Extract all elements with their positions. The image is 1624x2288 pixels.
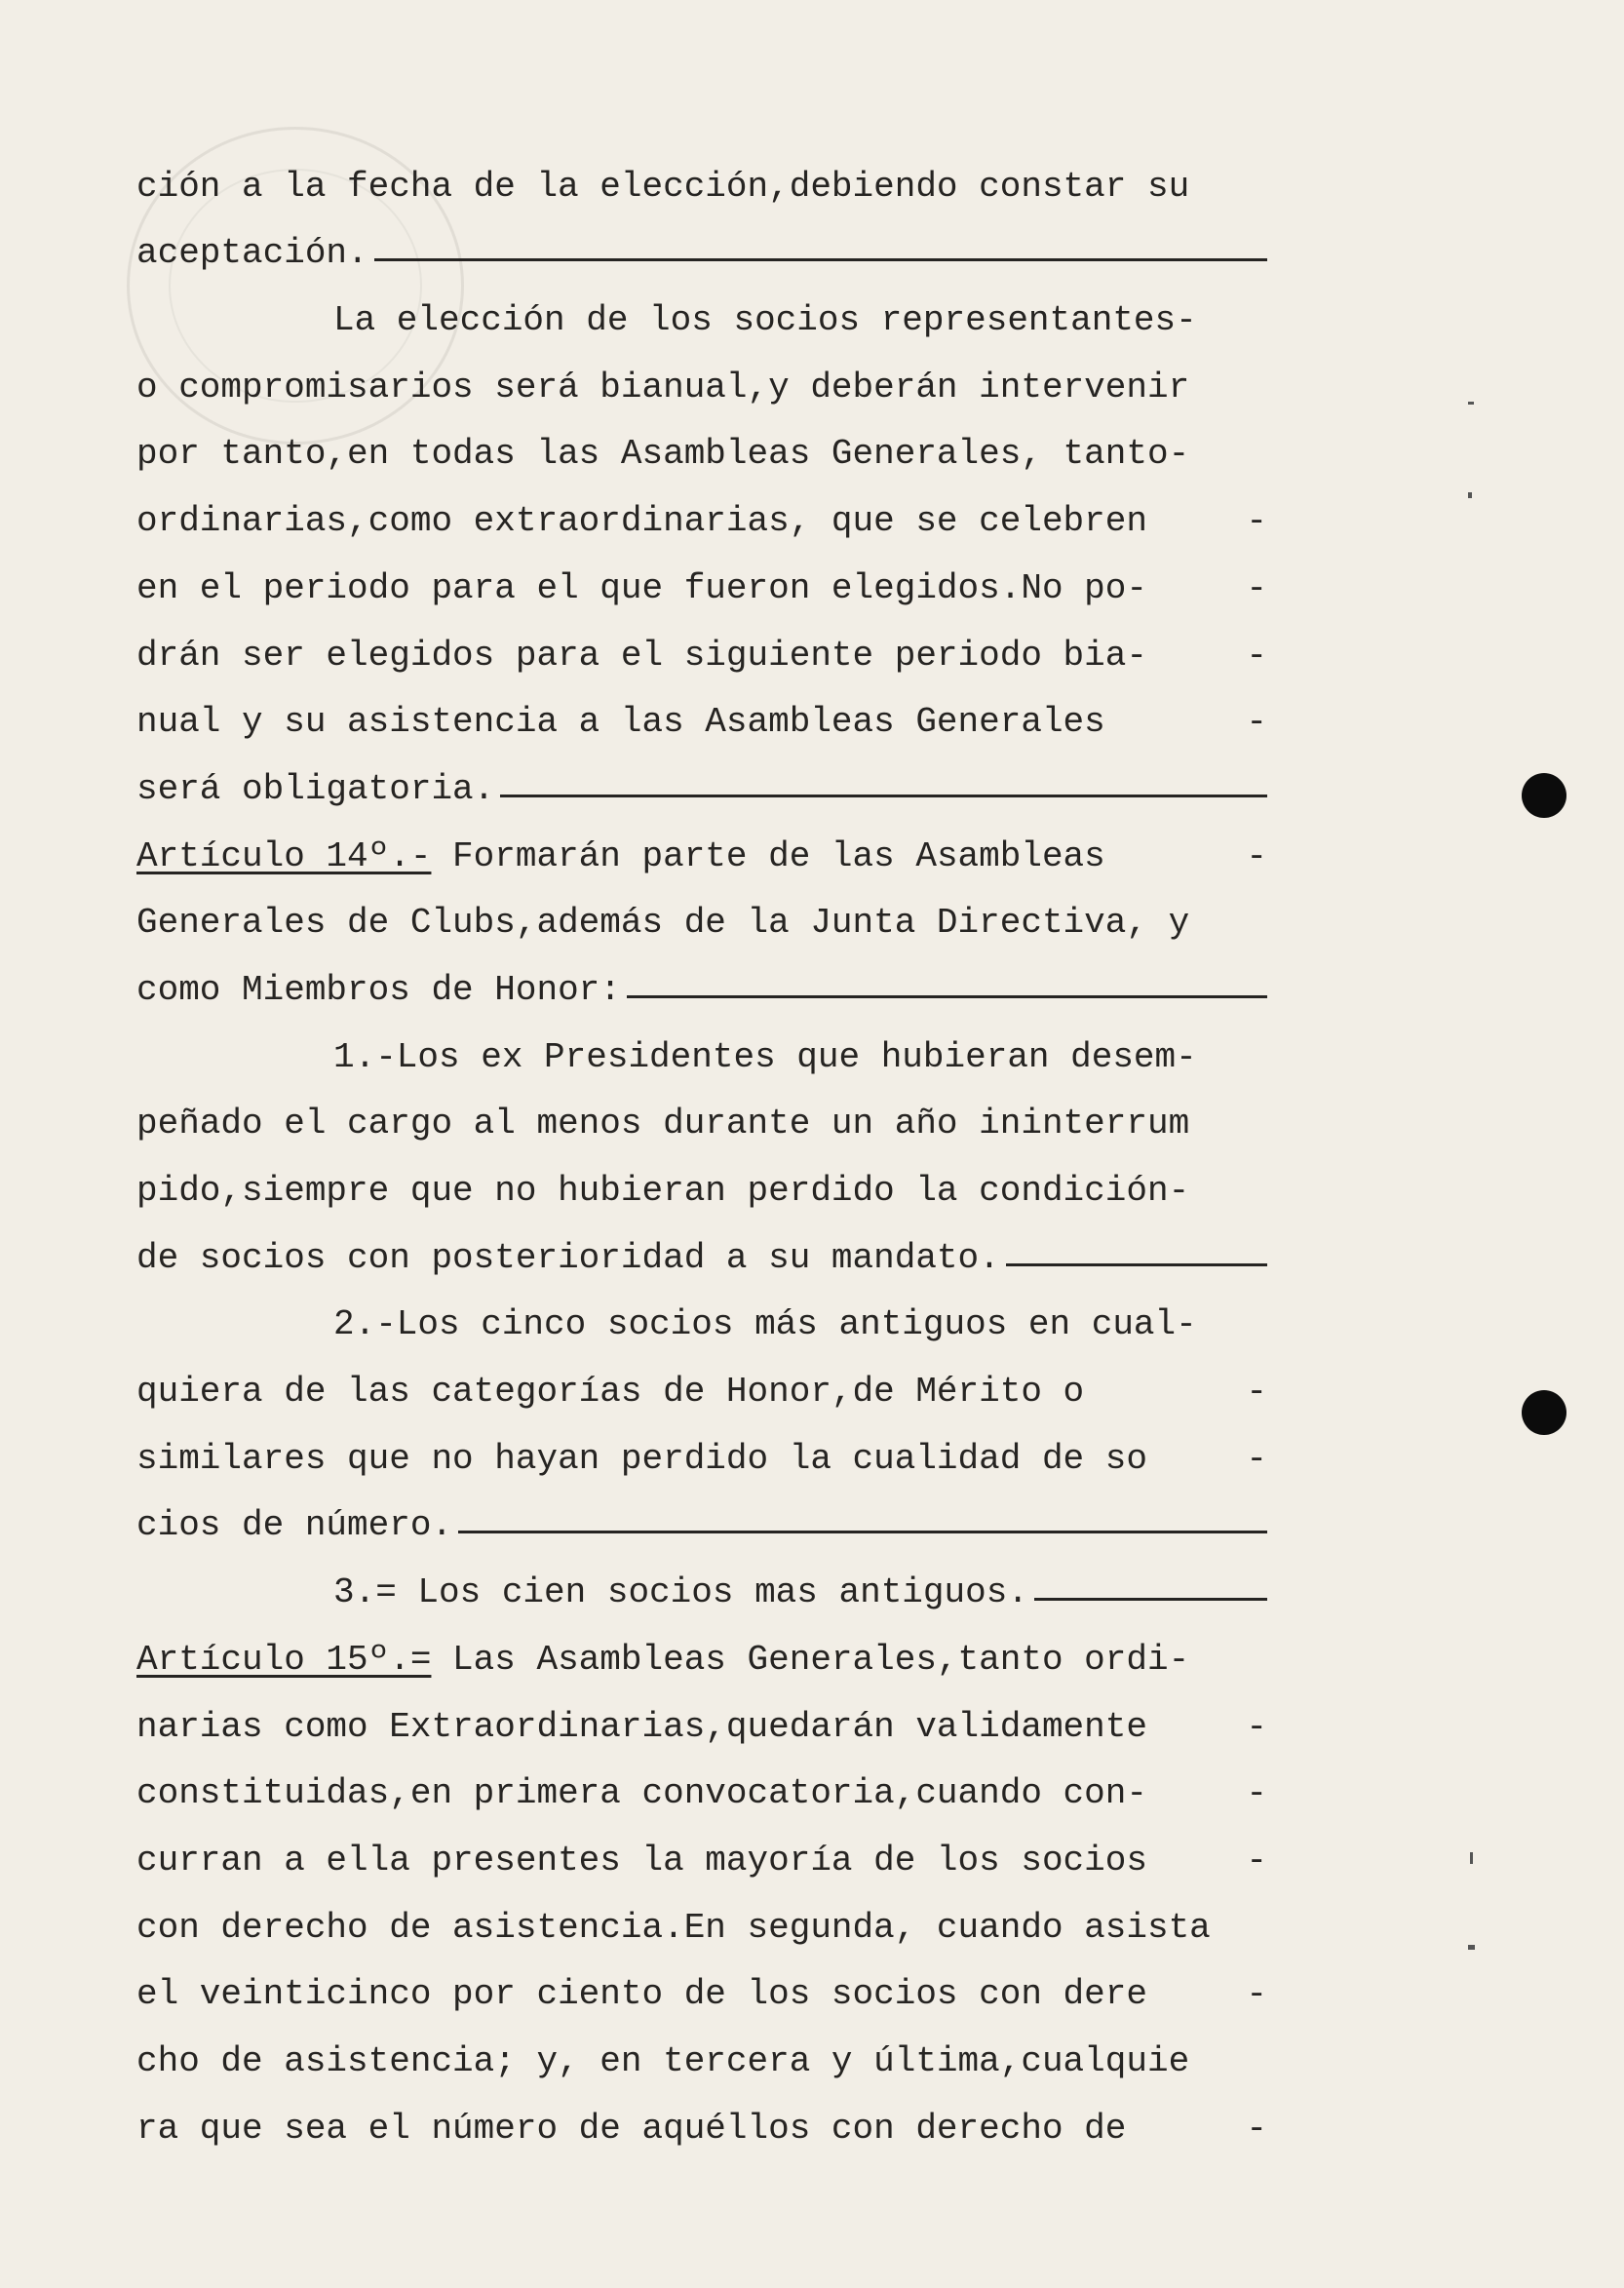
line-text	[136, 433, 1189, 476]
text-line	[136, 1481, 1267, 1548]
line-content: como Miembros de Honor:	[136, 969, 621, 1010]
text-line	[136, 1213, 1267, 1280]
line-text	[136, 1639, 1189, 1682]
line-text	[136, 1840, 1147, 1882]
text-line	[136, 476, 1267, 543]
line-content: ción a la fecha de la elección,debiendo constar su	[136, 166, 1190, 207]
line-text	[136, 367, 1189, 409]
trailing-dash: -	[1246, 501, 1267, 542]
margin-mark	[1470, 1852, 1473, 1864]
fill-dash-line	[374, 258, 1267, 261]
text-line	[136, 275, 1267, 342]
text-line	[136, 1547, 1267, 1614]
text-line	[136, 610, 1267, 678]
line-text	[136, 1036, 1197, 1079]
trailing-dash: -	[1246, 1372, 1267, 1413]
line-content: 3.= Los cien socios mas antiguos.	[333, 1572, 1028, 1613]
trailing-dash: -	[1246, 567, 1267, 608]
line-content: ra que sea el número de aquéllos con derecho de	[136, 2108, 1127, 2149]
text-line	[136, 744, 1267, 811]
line-text	[136, 1706, 1147, 1749]
trailing-dash: -	[1246, 1773, 1267, 1814]
line-text	[136, 500, 1147, 543]
line-content: cios de número.	[136, 1505, 453, 1546]
line-text	[136, 232, 368, 275]
line-text	[136, 1303, 1197, 1346]
line-content: nual y su asistencia a las Asambleas Generales	[136, 702, 1105, 743]
line-text	[136, 902, 1189, 945]
trailing-dash: -	[1246, 835, 1267, 876]
line-content: cho de asistencia; y, en tercera y última,cualquie	[136, 2040, 1190, 2081]
document-body	[136, 141, 1267, 2151]
punch-hole	[1522, 773, 1566, 818]
text-line	[136, 878, 1267, 946]
article-heading: Artículo 15º.=	[136, 1639, 432, 1680]
text-line	[136, 2083, 1267, 2151]
line-content: ordinarias,como extraordinarias, que se celebren	[136, 501, 1147, 542]
line-text	[136, 1371, 1084, 1414]
text-line	[136, 945, 1267, 1012]
line-content: Formarán parte de las Asambleas	[431, 835, 1105, 876]
line-content: similares que no hayan perdido la cualidad de so	[136, 1438, 1147, 1479]
line-text	[136, 1772, 1147, 1815]
text-line	[136, 141, 1267, 209]
margin-mark	[1468, 1945, 1475, 1950]
line-content: en el periodo para el que fueron elegidos.No po-	[136, 567, 1147, 608]
line-content: el veinticinco por ciento de los socios con dere	[136, 1974, 1147, 2015]
line-text	[136, 768, 494, 811]
line-content: con derecho de asistencia.En segunda, cuando asista	[136, 1907, 1211, 1948]
line-content: Las Asambleas Generales,tanto ordi-	[431, 1639, 1190, 1680]
line-text	[136, 969, 621, 1012]
line-text	[136, 1237, 1000, 1280]
line-content: por tanto,en todas las Asambleas Generales, tanto-	[136, 434, 1190, 475]
line-content: o compromisarios será bianual,y deberán intervenir	[136, 367, 1190, 407]
text-line	[136, 1682, 1267, 1749]
line-content: curran a ella presentes la mayoría de los socios	[136, 1840, 1147, 1881]
line-text	[136, 1170, 1189, 1213]
line-content: será obligatoria.	[136, 768, 495, 809]
line-content: 1.-Los ex Presidentes que hubieran desem-	[333, 1036, 1197, 1077]
line-content: pido,siempre que no hubieran perdido la condición-	[136, 1171, 1190, 1211]
text-line	[136, 409, 1267, 477]
line-text	[136, 1438, 1147, 1481]
line-content: aceptación.	[136, 233, 368, 274]
line-text	[136, 1504, 452, 1547]
line-content: drán ser elegidos para el siguiente periodo bia-	[136, 635, 1147, 676]
line-text	[136, 567, 1147, 610]
line-content: narias como Extraordinarias,quedarán validamente	[136, 1706, 1147, 1747]
trailing-dash: -	[1246, 2108, 1267, 2149]
line-text	[136, 635, 1147, 678]
text-line	[136, 1614, 1267, 1682]
line-text	[136, 2040, 1189, 2083]
trailing-dash: -	[1246, 1974, 1267, 2015]
text-line	[136, 1012, 1267, 1079]
line-text	[136, 701, 1105, 744]
margin-mark	[1468, 492, 1472, 498]
fill-dash-line	[1006, 1263, 1267, 1266]
line-text	[136, 2108, 1126, 2151]
fill-dash-line	[458, 1531, 1267, 1533]
line-content: de socios con posterioridad a su mandato.	[136, 1237, 1000, 1278]
line-content: La elección de los socios representantes-	[333, 300, 1197, 341]
line-content: 2.-Los cinco socios más antiguos en cual-	[333, 1304, 1197, 1345]
trailing-dash: -	[1246, 1438, 1267, 1479]
fill-dash-line	[1034, 1598, 1267, 1601]
text-line	[136, 1079, 1267, 1146]
line-text	[136, 166, 1189, 209]
line-content: quiera de las categorías de Honor,de Mérito o	[136, 1372, 1085, 1413]
punch-hole	[1522, 1390, 1566, 1435]
trailing-dash: -	[1246, 702, 1267, 743]
text-line	[136, 543, 1267, 610]
line-content: constituidas,en primera convocatoria,cuando con-	[136, 1773, 1147, 1814]
text-line	[136, 1815, 1267, 1882]
line-text	[136, 835, 1105, 878]
text-line	[136, 342, 1267, 409]
text-line	[136, 1346, 1267, 1414]
text-line	[136, 1280, 1267, 1347]
fill-dash-line	[500, 795, 1267, 797]
line-text	[136, 1103, 1189, 1145]
trailing-dash: -	[1246, 1706, 1267, 1747]
text-line	[136, 1882, 1267, 1950]
text-line	[136, 1414, 1267, 1481]
trailing-dash: -	[1246, 1840, 1267, 1881]
text-line	[136, 2016, 1267, 2083]
text-line	[136, 209, 1267, 276]
line-text	[136, 1907, 1211, 1950]
trailing-dash: -	[1246, 635, 1267, 676]
margin-mark	[1468, 402, 1474, 405]
article-heading: Artículo 14º.-	[136, 835, 432, 876]
line-content: Generales de Clubs,además de la Junta Directiva, y	[136, 903, 1190, 944]
line-content: peñado el cargo al menos durante un año ininterrum	[136, 1104, 1190, 1144]
fill-dash-line	[627, 995, 1267, 998]
text-line	[136, 811, 1267, 878]
text-line	[136, 1145, 1267, 1213]
text-line	[136, 1950, 1267, 2017]
text-line	[136, 1749, 1267, 1816]
line-text	[136, 1973, 1147, 2016]
text-line	[136, 678, 1267, 745]
line-text	[136, 1571, 1028, 1614]
line-text	[136, 299, 1197, 342]
